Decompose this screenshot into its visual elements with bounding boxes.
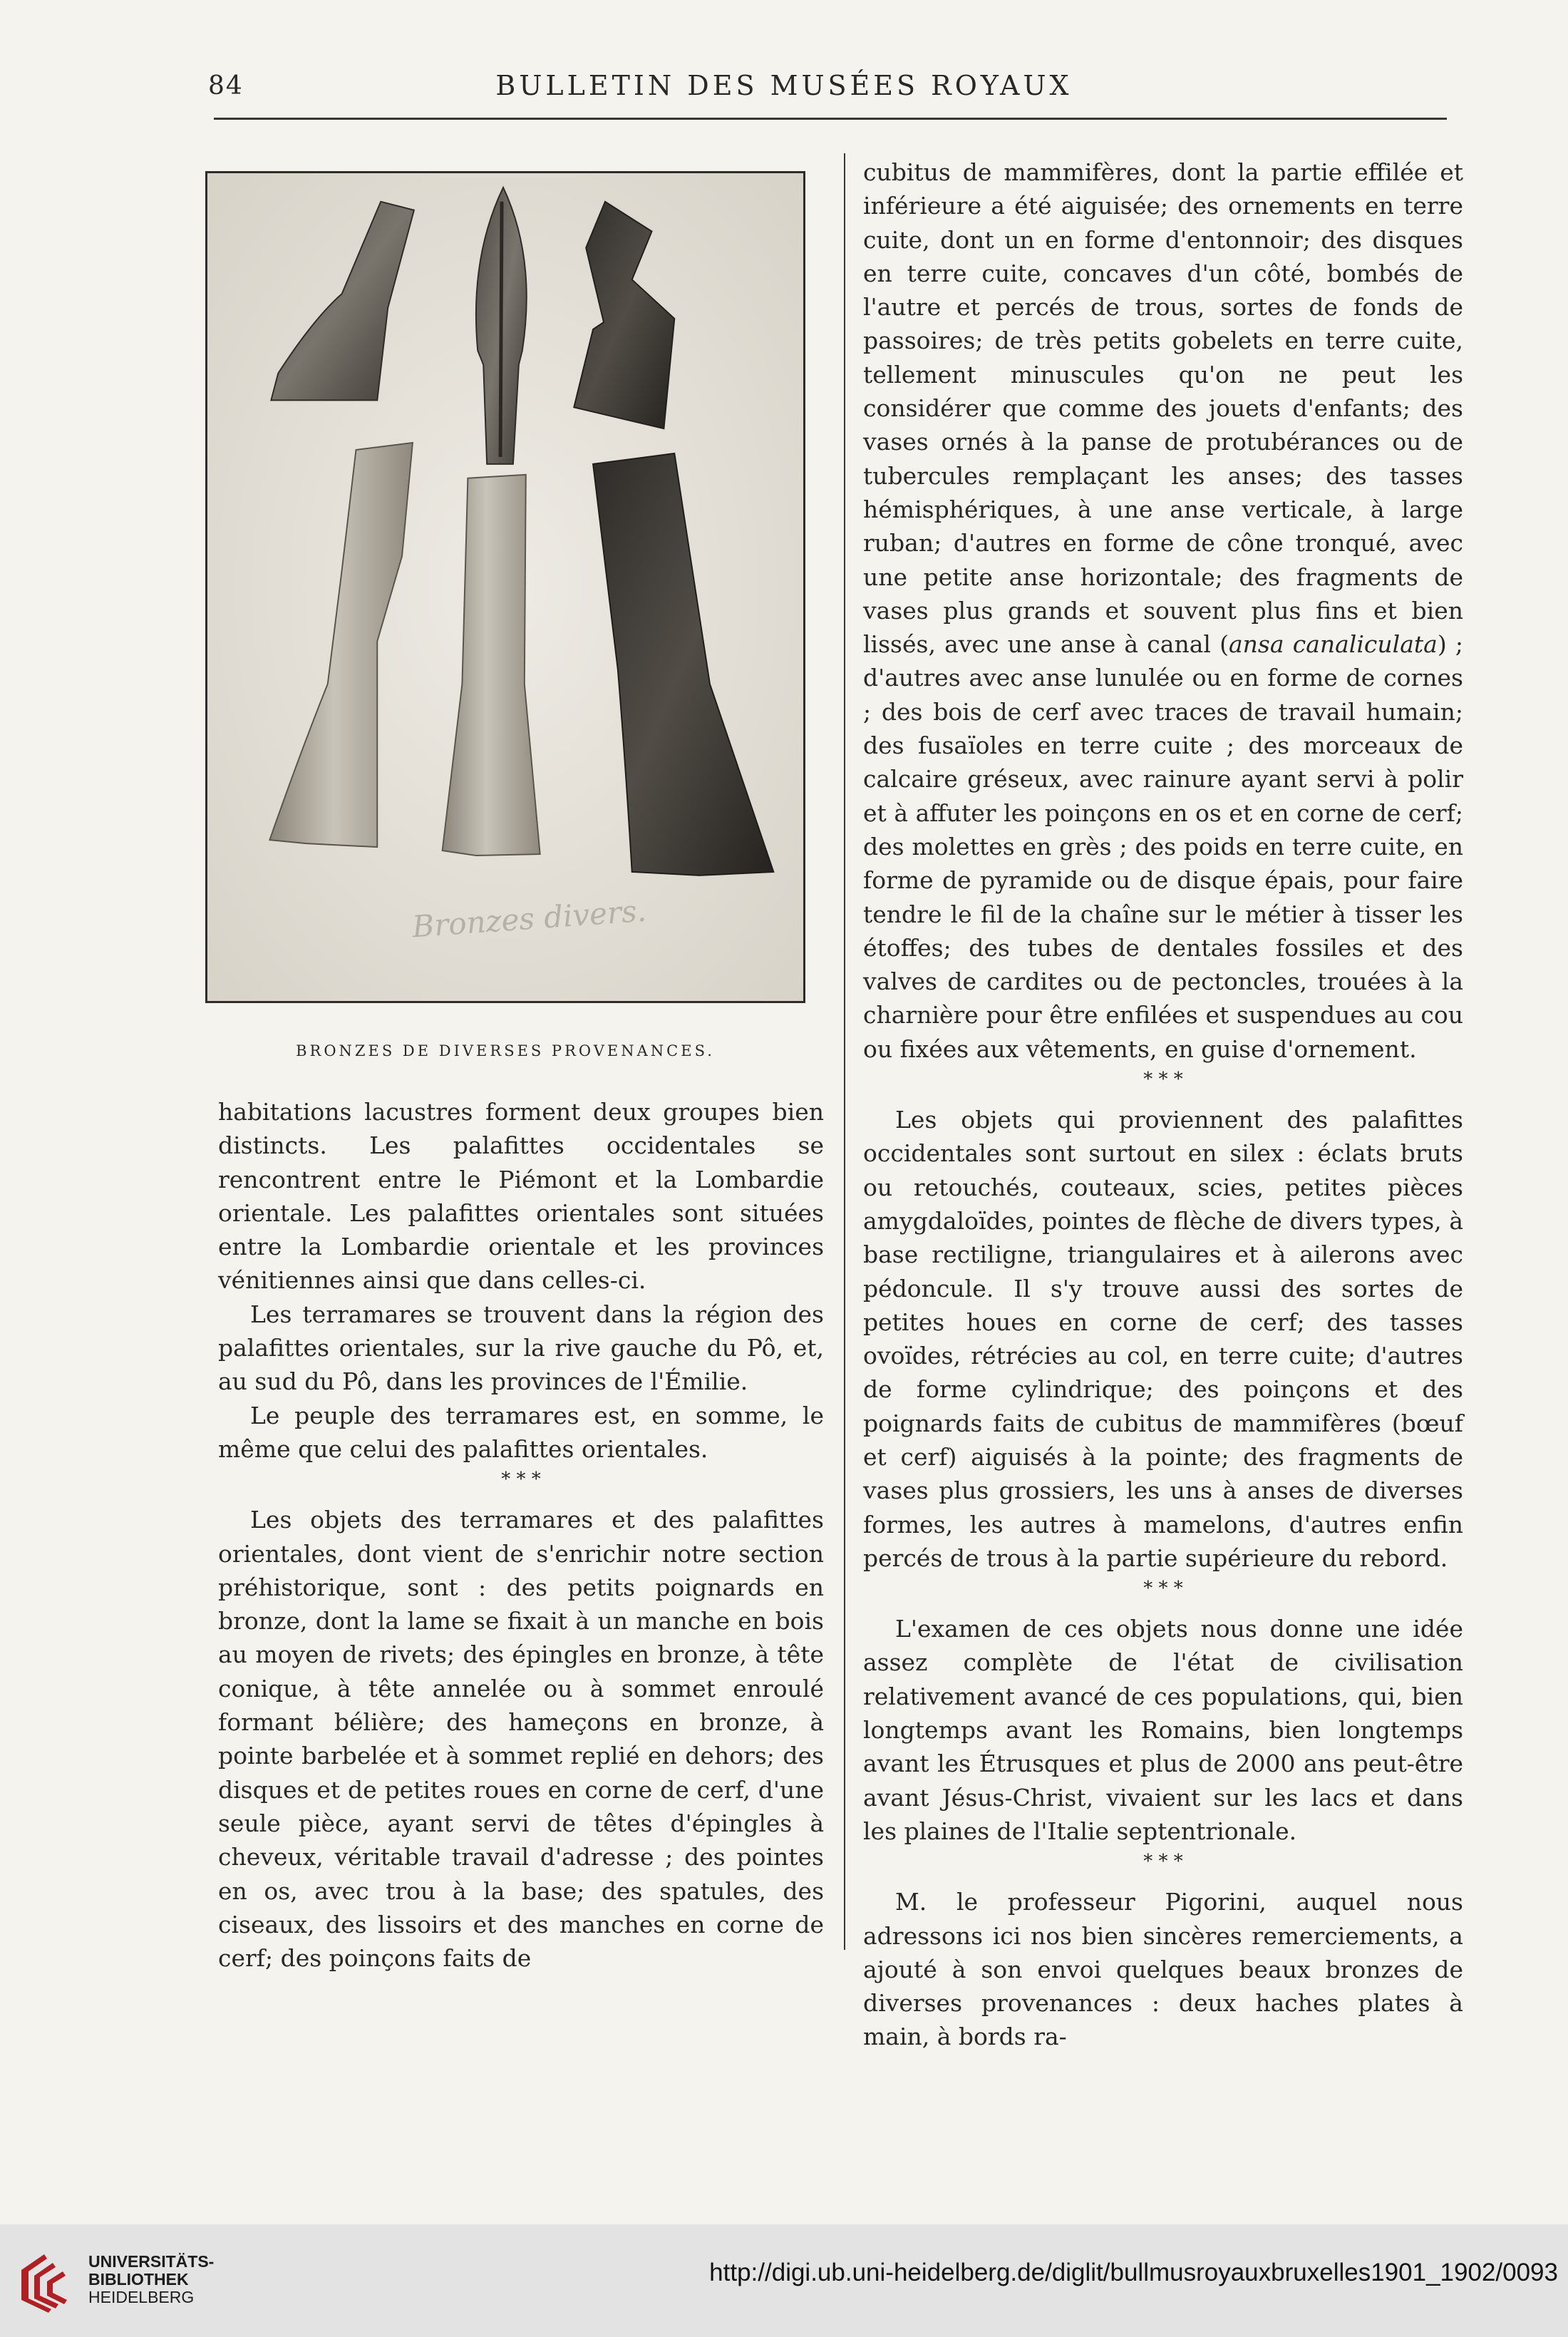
source-url-link[interactable]: http://digi.ub.uni-heidelberg.de/diglit/bullmusroyauxbruxelles1901_1902/0093 [709, 2259, 1558, 2286]
left-paragraph-2: Les terramares se trouvent dans la région des palafittes orientales, sur la rive gauche du Pô, et, au sud du Pô, dans les provinces de l'Émilie. [218, 1300, 824, 1396]
page-number: 84 [208, 71, 244, 101]
section-asterism: * * * [1143, 1578, 1183, 1600]
left-paragraph-1: habitations lacustres forment deux groupes bien distincts. Les palafittes occidentales se rencontrent entre le Piémont et la Lombardie orientale. Les palafittes orientales sont situées entre la Lombardie orientale et les provinces vénitiennes ainsi que dans celles-ci. [218, 1098, 824, 1295]
library-name: UNIVERSITÄTS- BIBLIOTHEK HEIDELBERG [88, 2252, 215, 2306]
footer-bar [0, 2224, 1568, 2337]
left-paragraph-4: Les objets des terramares et des palafittes orientales, dont vient de s'enrichir notre section préhistorique, sont : des petits poignards en bronze, dont la lame se fixait à un manche en bois au moyen de rivets; des épingles en bronze, à tête conique, à tête annelée ou à sommet enroulé formant bélière; des hameçons en bronze, à pointe barbelée et à sommet replié en dehors; des disques et de petites roues en corne de cerf, d'une seule pièce, ayant servi de têtes d'épingles à cheveux, véritable travail d'adresse ; des pointes en os, avec trou à la base; des spatules, des ciseaux, des lissoirs et des manches en corne de cerf; des poinçons faits de [218, 1506, 824, 1973]
running-title: BULLETIN DES MUSÉES ROYAUX [495, 70, 1073, 101]
right-paragraph-1: cubitus de mammifères, dont la partie effilée et inférieure a été aiguisée; des ornements en terre cuite, dont un en forme d'entonnoir; des disques en terre cuite, concaves d'un côté, bombés de l'autre et percés de trous, sortes de fonds de passoires; de très petits gobelets en terre cuite, tellement minuscules qu'on ne peut les considérer que comme des jouets d'enfants; des vases ornés à la panse de protubérances ou de tubercules remplaçant les anses; des tasses hémisphériques, à une anse verticale, à large ruban; d'autres en forme de cône tronqué, avec une petite anse horizontale; des fragments de vases plus grands et souvent plus fins et bien lissés, avec une anse à canal (ansa canaliculata) ; d'autres avec anse lunulée ou en forme de cornes ; des bois de cerf avec traces de travail humain; des fusaïoles en terre cuite ; des morceaux de calcaire gréseux, avec rainure ayant servi à polir et à affuter les poinçons en os et en corne de cerf; des molettes en grès ; des poids en terre cuite, en forme de pyramide ou de disque épais, pour faire tendre le fil de la chaîne sur le métier à tisser les étoffes; des tubes de dentales fossiles et des valves de cardites ou de pectoncles, trouées à la charnière pour être enfilées et suspendues au cou ou fixées aux vêtements, en guise d'ornement. [863, 158, 1464, 1063]
header-rule [214, 118, 1447, 120]
plate-handwritten-label: Bronzes divers. [411, 893, 648, 945]
section-asterism: * * * [501, 1469, 541, 1491]
plate-caption: BRONZES DE DIVERSES PROVENANCES. [296, 1042, 715, 1059]
left-paragraph-3: Le peuple des terramares est, en somme, le même que celui des palafittes orientales. [218, 1401, 824, 1463]
right-column [863, 155, 1463, 2054]
library-logo-icon [16, 2249, 73, 2313]
right-paragraph-2: Les objets qui proviennent des palafittes occidentales sont surtout en silex : éclats bruts ou retouchés, couteaux, scies, petites pièces amygdaloïdes, pointes de flèche de divers types, à base rectiligne, triangulaires et à ailerons avec pédoncule. Il s'y trouve aussi des sortes de petites houes en corne de cerf; des tasses ovoïdes, rétrécies au col, en terre cuite; d'autres de forme cylindrique; des poinçons et des poignards faits de cubitus de mammifères (bœuf et cerf) aiguisés à la pointe; des fragments de vases plus grossiers, les uns à anses de diverses formes, les autres à mamelons, d'autres enfin percés de trous à la partie supérieure du rebord. [863, 1106, 1463, 1572]
section-asterism: * * * [1143, 1851, 1183, 1873]
right-paragraph-4: M. le professeur Pigorini, auquel nous adressons ici nos bien sincères remerciements, a ajouté à son envoi quelques beaux bronzes de diverses provenances : deux haches plates à main, à bords ra- [863, 1888, 1463, 2051]
right-paragraph-3: L'examen de ces objets nous donne une idée assez complète de l'état de civilisation relativement avancé de ces populations, qui, bien longtemps avant les Romains, bien longtemps avant les Étrusques et plus de 2000 ans peut-être avant Jésus-Christ, vivaient sur les lacs et dans les plaines de l'Italie septentrionale. [863, 1615, 1463, 1845]
bronze-artifacts-illustration [207, 173, 803, 1001]
left-column [218, 1095, 824, 1975]
plate-illustration [205, 171, 805, 1003]
column-divider [844, 153, 845, 1950]
section-asterism: * * * [1143, 1069, 1183, 1091]
